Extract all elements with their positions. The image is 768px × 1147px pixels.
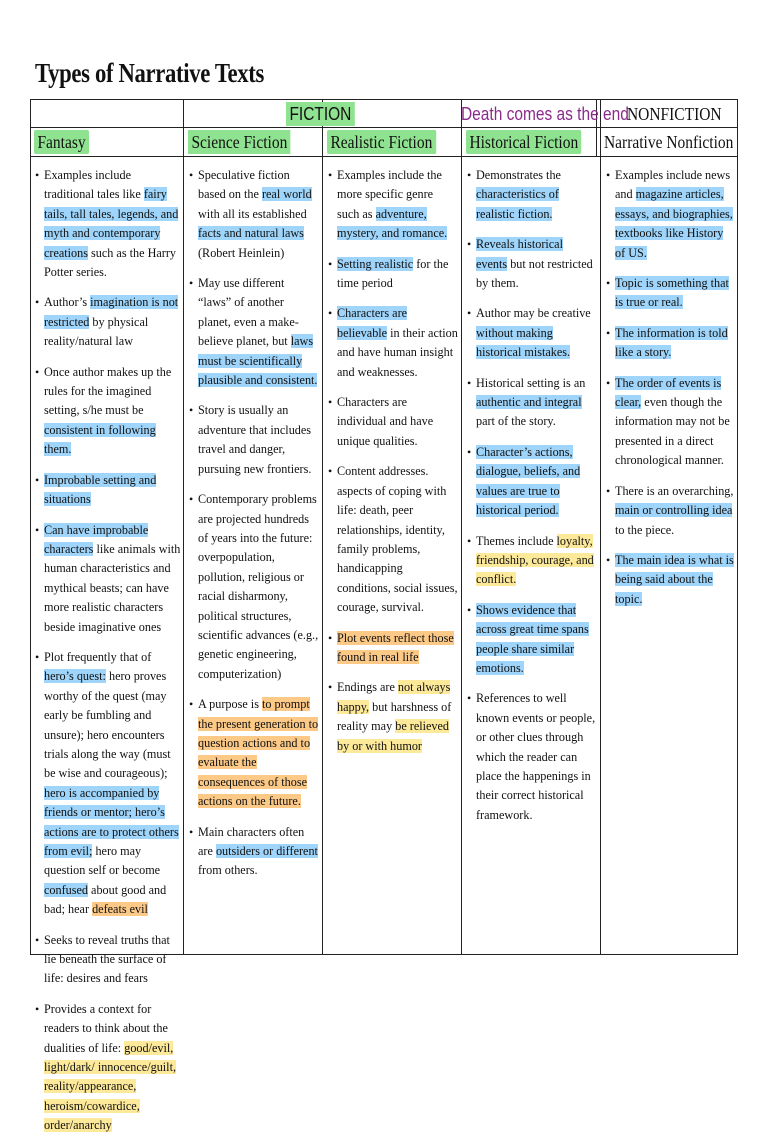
bullet-text: Once author makes up the rules for the imagined setting, s/he must be <box>44 364 172 418</box>
highlighted-text: Shows evidence that across great time spans people share similar emotions. <box>476 602 589 675</box>
bullet-item <box>328 255 458 294</box>
highlighted-text: Characters are believable <box>337 306 408 340</box>
bullet-text: Themes include <box>476 533 557 548</box>
narrative-types-table <box>30 99 738 1133</box>
highlighted-text: real world <box>261 187 312 202</box>
highlighted-text: hero is accompanied by friends or mentor; hero’s actions are to protect others from evil; <box>44 785 179 858</box>
highlighted-text: not always happy, <box>337 680 451 714</box>
highlighted-text: Topic is something that is true or real. <box>615 276 729 310</box>
bullet-item <box>606 374 735 471</box>
bullet-item <box>35 363 181 460</box>
highlighted-text: be relieved by or with humor <box>337 719 450 753</box>
highlighted-text: Setting realistic <box>337 256 414 271</box>
bullet-item <box>606 551 735 609</box>
fantasy-column <box>35 166 181 1147</box>
science-fiction-header: Science Fiction <box>188 130 291 154</box>
bullet-item <box>35 471 181 510</box>
highlighted-text: adventure, mystery, and romance. <box>337 206 448 241</box>
bullet-item <box>467 689 597 825</box>
highlighted-text: without making historical mistakes. <box>476 325 571 360</box>
bullet-item <box>328 393 458 451</box>
highlighted-text: Plot events reflect those found in real life <box>337 630 454 664</box>
highlighted-text: The information is told like a story. <box>615 325 728 360</box>
bullet-text: part of the story. <box>476 414 556 429</box>
realistic-fiction-header: Realistic Fiction <box>327 130 436 154</box>
highlighted-text: laws must be scientifically plausible and consistent. <box>198 334 318 388</box>
historical-fiction-column <box>467 166 597 836</box>
highlighted-text: fairy tails, tall tales, legends, and myth and contemporary creations <box>44 187 179 260</box>
bullet-item <box>189 695 319 811</box>
bullet-text: There is an overarching, <box>615 483 734 498</box>
column-divider <box>600 100 601 954</box>
bullet-text: hero may question self or become <box>44 844 161 878</box>
bullet-item <box>189 490 319 684</box>
bullet-text: Provides a context for readers to think about the dualities of life: <box>44 1001 168 1055</box>
bullet-item <box>467 532 597 590</box>
science-fiction-column <box>189 166 319 892</box>
bullet-item <box>328 629 458 668</box>
bullet-item <box>189 401 319 479</box>
highlighted-text: main or controlling idea <box>615 503 733 518</box>
nonfiction-group-label: NONFICTION <box>627 104 722 124</box>
narrative-nonfiction-header: Narrative Nonfiction <box>604 132 734 152</box>
bullet-text: in their action and have human insight and weaknesses. <box>337 325 458 379</box>
bullet-item <box>467 166 597 224</box>
bullet-item <box>35 521 181 637</box>
bullet-text: even though the information may not be presented in a direct chronological manner. <box>615 395 730 468</box>
bullet-text: but not restricted by them. <box>476 256 593 291</box>
bullet-text: for the time period <box>337 256 449 291</box>
bullet-item <box>606 482 735 540</box>
column-divider <box>461 100 462 954</box>
column-divider <box>322 100 323 954</box>
fantasy-header: Fantasy <box>34 130 89 154</box>
bullet-item <box>467 443 597 521</box>
highlighted-text: hero’s quest: <box>44 669 106 684</box>
bullet-text: Characters are individual and have unique qualities. <box>337 395 434 448</box>
bullet-text: Plot frequently that of <box>44 649 152 664</box>
bullet-text: References to well known events or people, or other clues through which the reader can place the happenings in their correct historical framework. <box>476 691 596 822</box>
bullet-item <box>189 166 319 263</box>
highlighted-text: Character’s actions, dialogue, beliefs, and values are true to historical period. <box>476 444 581 518</box>
bullet-item <box>35 166 181 282</box>
page-title: Types of Narrative Texts <box>35 58 265 88</box>
bullet-item <box>35 648 181 920</box>
bullet-item <box>35 293 181 351</box>
highlighted-text: characteristics of realistic fiction. <box>476 187 559 221</box>
bullet-text: (Robert Heinlein) <box>198 245 285 260</box>
bullet-text: but harshness of reality may <box>337 699 452 734</box>
highlighted-text: imagination is not restricted <box>44 295 179 329</box>
bullet-item <box>35 931 181 989</box>
highlighted-text: consistent in following them. <box>44 422 156 457</box>
bullet-text: about good and bad; hear <box>44 882 167 917</box>
bullet-text: Endings are <box>337 680 398 695</box>
highlighted-text: loyalty, friendship, courage, and conflict. <box>476 533 594 587</box>
bullet-item <box>328 166 458 244</box>
bullet-text: Examples include news and <box>615 168 731 202</box>
bullet-text: A purpose is <box>198 697 262 712</box>
bullet-text: Speculative fiction based on the <box>198 168 290 202</box>
bullet-text: Author may be creative <box>476 306 591 321</box>
highlighted-text: Reveals historical events <box>476 237 563 271</box>
bullet-text: Author’s <box>44 295 91 310</box>
bullet-text: Content addresses. aspects of coping with life: death, peer relationships, identity, family problems, handicapping conditions, social issues, courage, survival. <box>337 464 458 615</box>
bullet-text: Examples include the more specific genre such as <box>337 168 442 221</box>
realistic-fiction-column <box>328 166 458 767</box>
highlighted-text: The order of events is clear, <box>615 375 722 410</box>
bullet-text: to the piece. <box>615 522 675 537</box>
bullet-item <box>606 166 735 263</box>
bullet-item <box>467 601 597 679</box>
narrative-nonfiction-column <box>606 166 735 620</box>
bullet-text: Demonstrates the <box>476 168 561 182</box>
highlighted-text: The main idea is what is being said about the topic. <box>615 552 734 606</box>
group-row-divider <box>31 127 737 128</box>
bullet-item <box>328 304 458 382</box>
bullet-item <box>35 1000 181 1136</box>
bullet-text: hero proves worthy of the quest (may early be fumbling and unsure); hero encounters trials along the way (must be wise and courageous); <box>44 669 171 781</box>
column-divider <box>183 100 184 954</box>
highlighted-text: facts and natural laws <box>198 226 304 241</box>
highlighted-text: good/evil, light/dark/ innocence/guilt, reality/appearance, heroism/cowardice, order/anarchy <box>44 1040 176 1133</box>
highlighted-text: confused <box>44 882 88 897</box>
highlighted-text: defeats evil <box>92 902 148 917</box>
bullet-item <box>189 274 319 390</box>
bullet-text: Main characters often are <box>198 824 305 858</box>
bullet-item <box>467 235 597 293</box>
highlighted-text: Can have improbable characters <box>44 522 149 556</box>
header-row-divider <box>31 156 737 157</box>
bullet-item <box>328 678 458 756</box>
highlighted-text: authentic and integral <box>476 395 582 410</box>
bullet-text: Examples include traditional tales like <box>44 168 144 202</box>
bullet-text: like animals with human characteristics and mythical beasts; can have more realistic characters beside imaginative ones <box>44 541 181 634</box>
bullet-text: Contemporary problems are projected hundreds of years into the future: overpopulation, pollution, religious or racial disharmony, political structures, scientific advances (e.g., genetic engineering, computerization) <box>198 492 319 681</box>
highlighted-text: outsiders or different <box>215 844 318 858</box>
bullet-item <box>467 304 597 362</box>
bullet-item <box>467 374 597 432</box>
bullet-text: Story is usually an adventure that includes travel and danger, pursuing new frontiers. <box>198 403 312 476</box>
highlighted-text: to prompt the present generation to question actions and to evaluate the consequences of those actions on the future. <box>198 697 319 809</box>
bullet-text: with all its established <box>198 206 307 221</box>
bullet-text: by physical reality/natural law <box>44 314 149 349</box>
highlighted-text: Improbable setting and situations <box>44 472 157 507</box>
bullet-item <box>189 823 319 881</box>
bullet-item <box>606 324 735 363</box>
bullet-text: Seeks to reveal truths that lie beneath the surface of life: desires and fears <box>44 932 170 986</box>
fiction-group-label: FICTION <box>286 102 355 126</box>
bullet-item <box>606 274 735 313</box>
highlighted-text: magazine articles, essays, and biographies, textbooks like History of US. <box>615 187 733 260</box>
historical-fiction-header: Historical Fiction <box>466 130 582 154</box>
bullet-text: such as the Harry Potter series. <box>44 245 176 280</box>
death-comes-as-the-end-label: Death comes as the end <box>461 104 629 124</box>
bullet-item <box>328 462 458 617</box>
bullet-text: from others. <box>198 863 258 878</box>
bullet-text: May use different “laws” of another planet, even a make-believe planet, but <box>198 276 299 349</box>
bullet-text: Historical setting is an <box>476 375 586 390</box>
